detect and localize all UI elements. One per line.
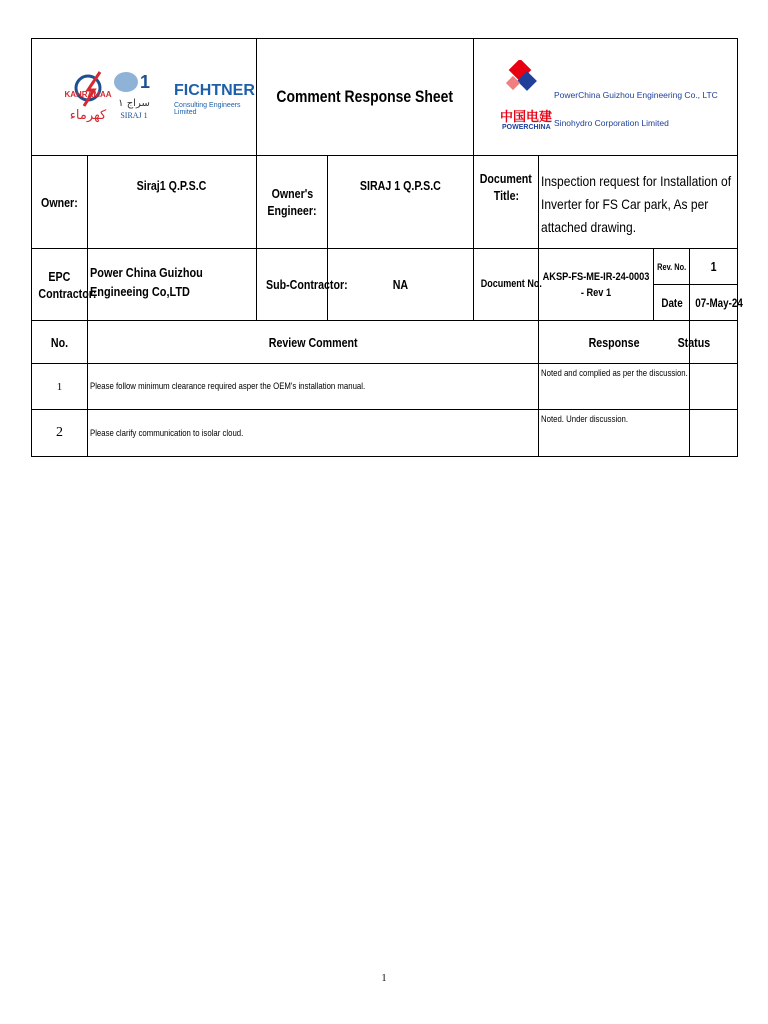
row-response: Noted. Under discussion.	[541, 414, 629, 425]
document-title-label-line1: Document	[479, 171, 533, 186]
epc-value-cell	[88, 249, 257, 321]
date-value: 07-May-24	[695, 295, 743, 310]
document-no-label-cell	[474, 249, 542, 321]
table-row	[32, 364, 738, 410]
siraj-arabic-text: سراج ١	[118, 98, 150, 109]
epc-label-cell	[32, 249, 97, 321]
subcontractor-label-cell	[257, 249, 348, 321]
document-title-value-cell	[539, 156, 738, 249]
owners-engineer-label-line2: Engineer:	[267, 203, 317, 218]
row-number-cell	[32, 410, 88, 457]
table-row	[32, 410, 738, 457]
row-comment: Please follow minimum clearance required asper the OEM's installation manual.	[90, 381, 366, 392]
header-response-cell	[539, 321, 690, 364]
powerchina-chinese-name: 中国电建	[500, 110, 553, 125]
document-title-label-line2: Title:	[493, 188, 519, 203]
powerchina-guizhou-line: PowerChina Guizhou Engineering Co., LTC	[554, 90, 718, 100]
rev-value-cell	[690, 249, 738, 285]
kahramaa-text: KAHRAMAA	[64, 90, 112, 99]
right-logos-cell	[474, 39, 738, 156]
document-title-value: Inspection request for Installation of Inverter for FS Car park, As per attached drawing.	[541, 173, 732, 235]
header-review-comment: Review Comment	[268, 334, 358, 350]
subcontractor-label: Sub-Contractor:	[265, 277, 348, 292]
row-status-cell	[690, 410, 738, 457]
row-response-cell	[539, 364, 690, 410]
svg-text:1: 1	[140, 72, 151, 92]
page-number: 1	[381, 973, 387, 984]
epc-value: Power China Guizhou Engineeing Co,LTD	[90, 265, 203, 299]
header-status-cell	[677, 321, 738, 364]
owners-engineer-value-cell	[328, 156, 474, 249]
comment-response-sheet	[31, 38, 743, 457]
row-status-cell	[690, 364, 738, 410]
rev-value: 1	[710, 259, 717, 274]
powerchina-name: POWERCHINA	[502, 124, 551, 131]
row-response-cell	[539, 410, 690, 457]
sinohydro-line: Sinohydro Corporation Limited	[554, 118, 669, 128]
date-value-cell	[690, 285, 743, 321]
left-logos-cell	[32, 39, 257, 156]
epc-label-line1: EPC	[48, 268, 71, 284]
fichtner-subtitle: Consulting Engineers Limited	[174, 102, 241, 116]
subcontractor-value-cell	[328, 249, 474, 321]
owners-engineer-label-line1: Owner's	[271, 186, 313, 201]
header-status: Status	[677, 334, 710, 350]
kahramaa-arabic-text: كهرماء	[69, 108, 107, 123]
date-label: Date	[660, 295, 683, 310]
header-comment-cell	[88, 321, 539, 364]
rev-label-cell	[654, 249, 690, 285]
owner-value-cell	[88, 156, 257, 249]
document-no-value-cell	[539, 249, 654, 321]
siraj-text: SIRAJ 1	[120, 111, 148, 120]
subcontractor-value: NA	[392, 277, 409, 292]
sheet-title: Comment Response Sheet	[276, 87, 454, 106]
row-number: 2	[56, 425, 63, 440]
siraj-logo	[110, 66, 158, 126]
date-label-cell	[654, 285, 690, 321]
owner-label: Owner:	[41, 194, 78, 210]
document-title-label-cell	[474, 156, 539, 249]
owners-engineer-label-cell	[257, 156, 328, 249]
row-number-cell	[32, 364, 88, 410]
rev-label: Rev. No.	[657, 261, 687, 272]
header-response: Response	[588, 334, 640, 350]
row-comment-cell	[88, 364, 539, 410]
owner-value: Siraj1 Q.P.S.C	[137, 178, 207, 193]
row-comment: Please clarify communication to isolar cloud.	[90, 427, 244, 439]
epc-label-line2: Contractor:	[38, 285, 97, 301]
row-comment-cell	[88, 410, 539, 457]
row-number: 1	[56, 380, 63, 393]
document-no-value: AKSP-FS-ME-IR-24-0003 - Rev 1	[542, 270, 650, 299]
powerchina-logo-icon	[504, 60, 544, 104]
document-no-label: Document No.	[480, 278, 542, 290]
owners-engineer-value: SIRAJ 1 Q.P.S.C	[360, 178, 441, 193]
document-heading-cell	[257, 39, 474, 156]
header-no: No.	[50, 334, 69, 350]
fichtner-logo-text: FICHTNER	[174, 82, 255, 99]
header-no-cell	[32, 321, 88, 364]
row-response: Noted and complied as per the discussion.	[541, 368, 688, 379]
owner-label-cell	[32, 156, 88, 249]
